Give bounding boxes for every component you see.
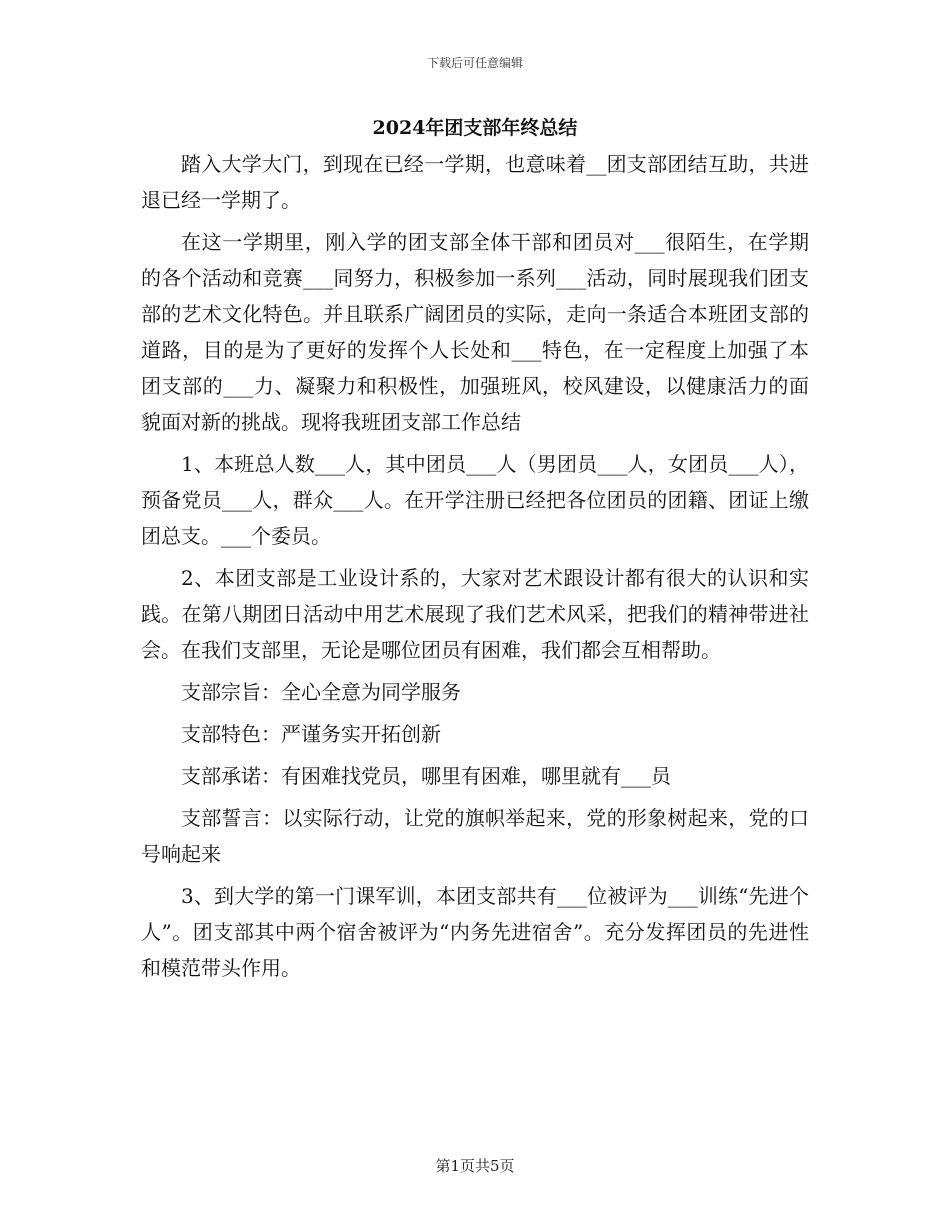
paragraph-purpose: 支部宗旨：全心全意为同学服务 (181, 680, 461, 704)
document-title: 2024年团支部年终总结 (372, 117, 578, 139)
paragraph-membership: 1、本班总人数___人，其中团员___人（男团员___人，女团员___人），预备党员___人，群众___人。在开学注册已经把各位团员的团籍、团证上缴团总支。___个委员。 (141, 452, 809, 548)
paragraph-military-training: 3、到大学的第一门课军训，本团支部共有___位被评为___训练“先进个人”。团支部其中两个宿舍被评为“内务先进宿舍”。充分发挥团员的先进性和模范带头作用。 (141, 884, 809, 980)
page-number: 第1页共5页 (435, 1157, 515, 1175)
paragraph-department: 2、本团支部是工业设计系的，大家对艺术跟设计都有很大的认识和实践。在第八期团日活动中用艺术展现了我们艺术风采，把我们的精神带进社会。在我们支部里，无论是哪位团员有困难，我们都会互相帮助。 (141, 566, 809, 662)
paragraph-feature: 支部特色：严谨务实开拓创新 (181, 722, 441, 746)
paragraph-commitment: 支部承诺：有困难找党员，哪里有困难，哪里就有___员 (181, 764, 671, 788)
header-note: 下载后可任意编辑 (426, 56, 523, 70)
paragraph-semester-summary: 在这一学期里，刚入学的团支部全体干部和团员对___很陌生，在学期的各个活动和竞赛___同努力，积极参加一系列___活动，同时展现我们团支部的艺术文化特色。并且联系广阔团员的实际，走向一条适合本班团支部的道路，目的是为了更好的发挥个人长处和___特色，在一定程度上加强了本团支部的___力、凝聚力和积极性，加强班风，校风建设，以健康活力的面貌面对新的挑战。现将我班团支部工作总结 (141, 230, 809, 434)
document-body (141, 146, 809, 986)
paragraph-oath: 支部誓言：以实际行动，让党的旗帜举起来，党的形象树起来，党的口号响起来 (141, 806, 809, 866)
paragraph-intro: 踏入大学大门，到现在已经一学期，也意味着__团支部团结互助，共进退已经一学期了。 (141, 152, 809, 212)
